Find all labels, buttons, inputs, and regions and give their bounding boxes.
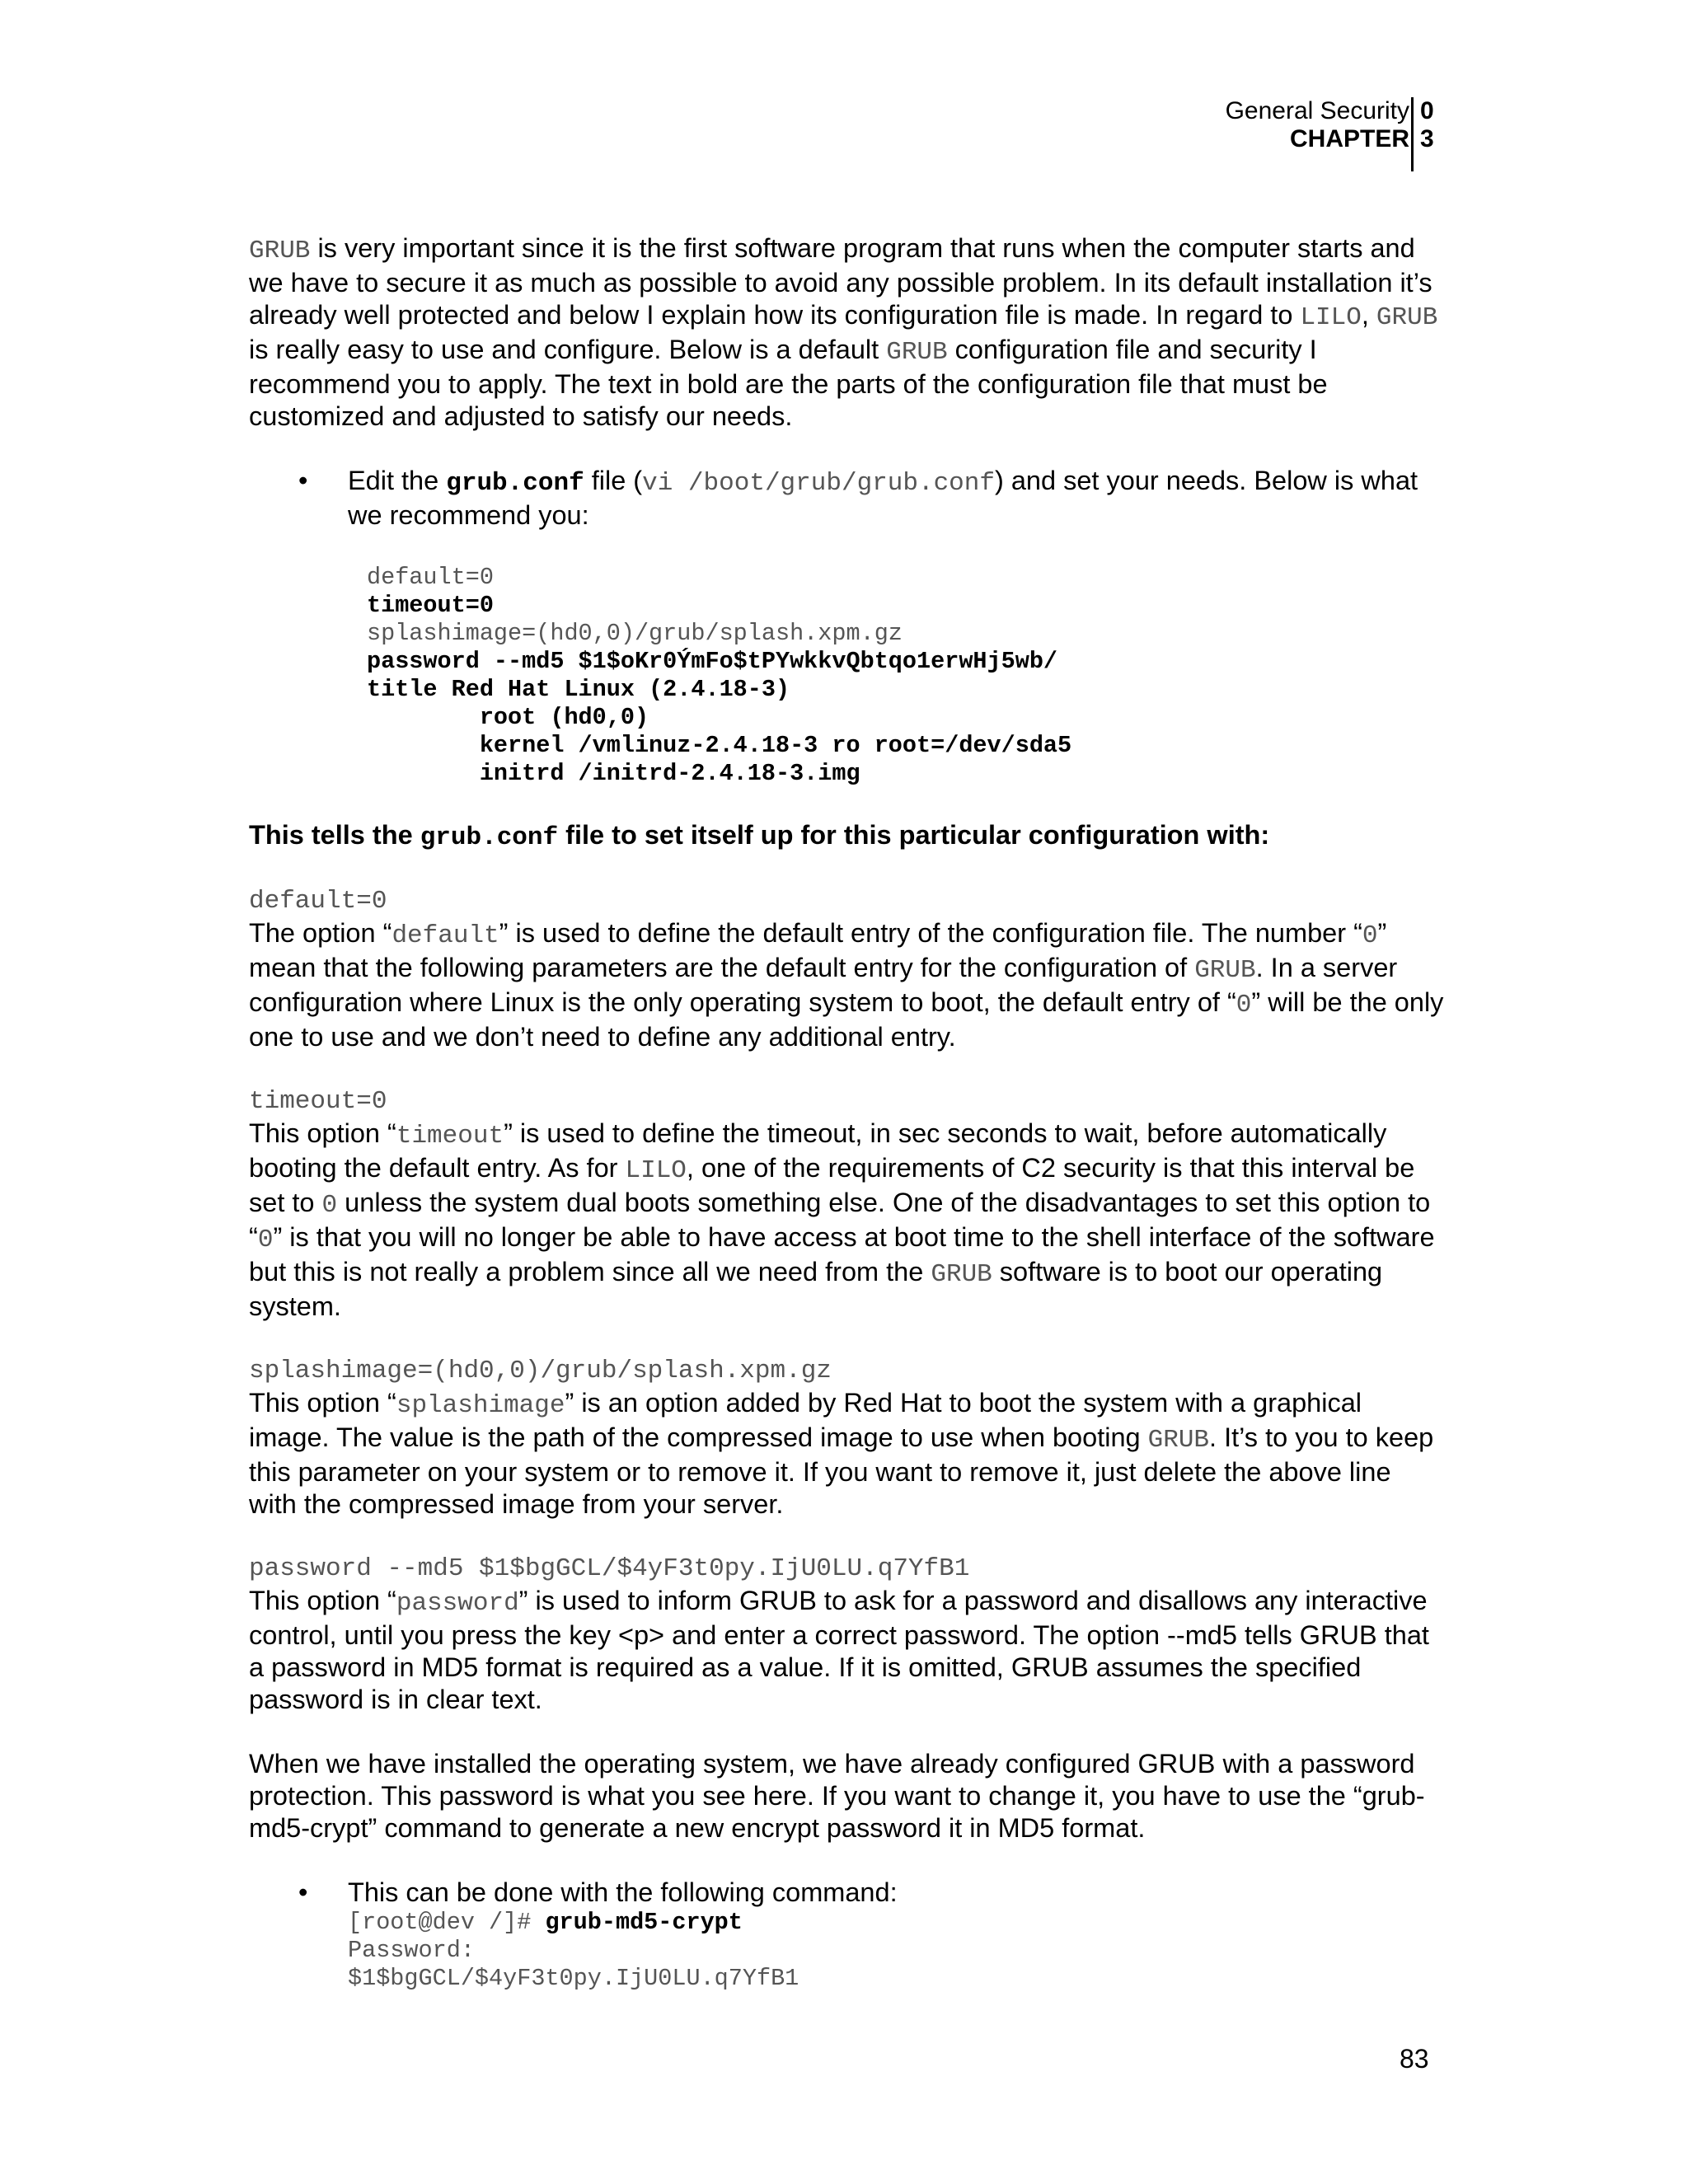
intro-paragraph	[249, 232, 1444, 433]
page-body	[249, 232, 1444, 2025]
option-line: timeout=0	[249, 1087, 387, 1116]
inline-code: 0	[1236, 991, 1252, 1019]
section-heading	[249, 819, 1444, 854]
option-line: password --md5 $1$bgGCL/$4yF3t0py.IjU0LU.q7YfB1	[249, 1554, 970, 1583]
text: This option “	[249, 1388, 396, 1418]
text: file to set itself up for this particular configuration with:	[558, 820, 1270, 850]
inline-code: default	[392, 921, 499, 950]
inline-code: LILO	[625, 1156, 687, 1185]
inline-code: password	[396, 1589, 519, 1618]
inline-code: 0	[1362, 921, 1378, 950]
code-line: password --md5 $1$oKr0ÝmFo$tPYwkkvQbtqo1erwHj5wb/	[367, 648, 1058, 675]
text: is really easy to use and configure. Below is a default	[249, 335, 887, 364]
option-splashimage	[249, 1355, 1444, 1521]
text: This option “	[249, 1118, 396, 1148]
text: . In a server configuration where Linux is the only operating system to boot, the default entry of “	[249, 953, 1398, 1017]
password-hash-output: $1$bgGCL/$4yF3t0py.IjU0LU.q7YfB1	[348, 1965, 799, 1992]
text: Edit the	[348, 466, 447, 495]
text: ” is that you will no longer be able to have access at boot time to the shell interface of the software but this is not really a problem since all we need from the	[249, 1222, 1435, 1286]
text: software is to boot our operating system.	[249, 1257, 1383, 1321]
text: The option “	[249, 918, 392, 948]
code-line: timeout=0	[367, 592, 494, 619]
option-description	[249, 1387, 1444, 1521]
inline-code-bold: grub.conf	[446, 469, 584, 498]
inline-code: GRUB	[1194, 956, 1256, 985]
text: ” is used to define the timeout, in sec seconds to wait, before automatically booting the default entry. As for	[249, 1118, 1387, 1183]
bullet-icon: •	[298, 1877, 308, 1907]
header-chapter-number	[1420, 97, 1434, 153]
inline-code: 0	[321, 1191, 338, 1220]
text: This tells the	[249, 820, 420, 850]
running-header	[1226, 97, 1409, 153]
bullet-icon: •	[298, 466, 308, 495]
text: . It’s to you to keep this parameter on your system or to remove it. If you want to remove it, just delete the above line with the compressed image from your server.	[249, 1422, 1434, 1519]
code-line: default=0	[367, 564, 494, 591]
text: ” is an option added by Red Hat to boot the system with a graphical image. The value is the path of the compressed image to use when booting	[249, 1388, 1362, 1452]
code-line: initrd /initrd-2.4.18-3.img	[367, 760, 860, 787]
header-section-title: General Security	[1225, 97, 1409, 124]
chapter-number-digit-2: 3	[1420, 125, 1434, 152]
password-prompt: Password:	[348, 1937, 475, 1964]
inline-code: GRUB	[886, 338, 948, 367]
code-line: splashimage=(hd0,0)/grub/splash.xpm.gz	[367, 620, 903, 647]
inline-code: 0	[257, 1226, 274, 1254]
inline-code: GRUB	[249, 237, 311, 265]
text: ” is used to inform GRUB to ask for a password and disallows any interactive control, until you press the key <p> and enter a correct password. The option --md5 tells GRUB that a password in MD5 format is required as a value. If it is omitted, GRUB assumes the specified password is in clear text.	[249, 1586, 1429, 1714]
bullet-generate-password	[249, 1877, 1444, 1993]
option-description	[249, 917, 1444, 1053]
text: ) and set your needs. Below is what we recommend you:	[348, 466, 1418, 530]
inline-code: timeout	[396, 1122, 504, 1151]
text: ” mean that the following parameters are the default entry for the configuration of	[249, 918, 1387, 982]
page-number: 83	[1400, 2044, 1429, 2074]
chapter-number-digit-1: 0	[1420, 97, 1434, 124]
text: ” is used to define the default entry of the configuration file. The number “	[499, 918, 1362, 948]
bullet-text: This can be done with the following command:	[348, 1877, 898, 1907]
text: is very important since it is the first software program that runs when the computer starts and we have to secure it as much as possible to avoid any possible problem. In its default installation it’s already well protected and below I explain how its configuration file is made. In regard to	[249, 233, 1432, 330]
inline-code: splashimage	[396, 1391, 565, 1420]
inline-code: vi /boot/grub/grub.conf	[642, 469, 995, 498]
text: configuration file and security I recommend you to apply. The text in bold are the parts of the configuration file that must be customized and adjusted to satisfy our needs.	[249, 335, 1328, 431]
option-description	[249, 1118, 1444, 1323]
option-timeout	[249, 1085, 1444, 1323]
text: This option “	[249, 1586, 396, 1615]
grub-config-code-block	[249, 564, 1444, 788]
text: ” will be the only one to use and we don’t need to define any additional entry.	[249, 987, 1444, 1052]
shell-prompt: [root@dev /]#	[348, 1909, 546, 1936]
text: , one of the requirements of C2 security is that this interval be set to	[249, 1153, 1415, 1217]
inline-code: GRUB	[1147, 1426, 1210, 1455]
text: ,	[1361, 300, 1376, 330]
command-prompt-line	[348, 1909, 1444, 1937]
inline-code-bold: grub.conf	[420, 823, 559, 852]
option-line: default=0	[249, 887, 387, 916]
code-line: title Red Hat Linux (2.4.18-3)	[367, 676, 790, 703]
option-description	[249, 1585, 1444, 1716]
code-line: root (hd0,0)	[367, 704, 649, 731]
option-default	[249, 885, 1444, 1053]
inline-code: GRUB	[931, 1260, 992, 1289]
bullet-edit-grub-conf	[249, 465, 1444, 532]
option-line: splashimage=(hd0,0)/grub/splash.xpm.gz	[249, 1357, 832, 1385]
text: unless the system dual boots something else. One of the disadvantages to set this option to “	[249, 1188, 1431, 1252]
shell-command: grub-md5-crypt	[545, 1909, 743, 1936]
inline-code: GRUB	[1376, 303, 1438, 332]
header-divider	[1411, 97, 1414, 171]
header-chapter-label: CHAPTER	[1289, 125, 1409, 152]
installed-paragraph: When we have installed the operating system, we have already configured GRUB with a password protection. This password is what you see here. If you want to change it, you have to use the “grub-md5-crypt” command to generate a new encrypt password it in MD5 format.	[249, 1749, 1425, 1843]
code-line: kernel /vmlinuz-2.4.18-3 ro root=/dev/sda5	[367, 732, 1072, 759]
option-password	[249, 1553, 1444, 1716]
inline-code: LILO	[1300, 303, 1362, 332]
text: file (	[584, 466, 643, 495]
